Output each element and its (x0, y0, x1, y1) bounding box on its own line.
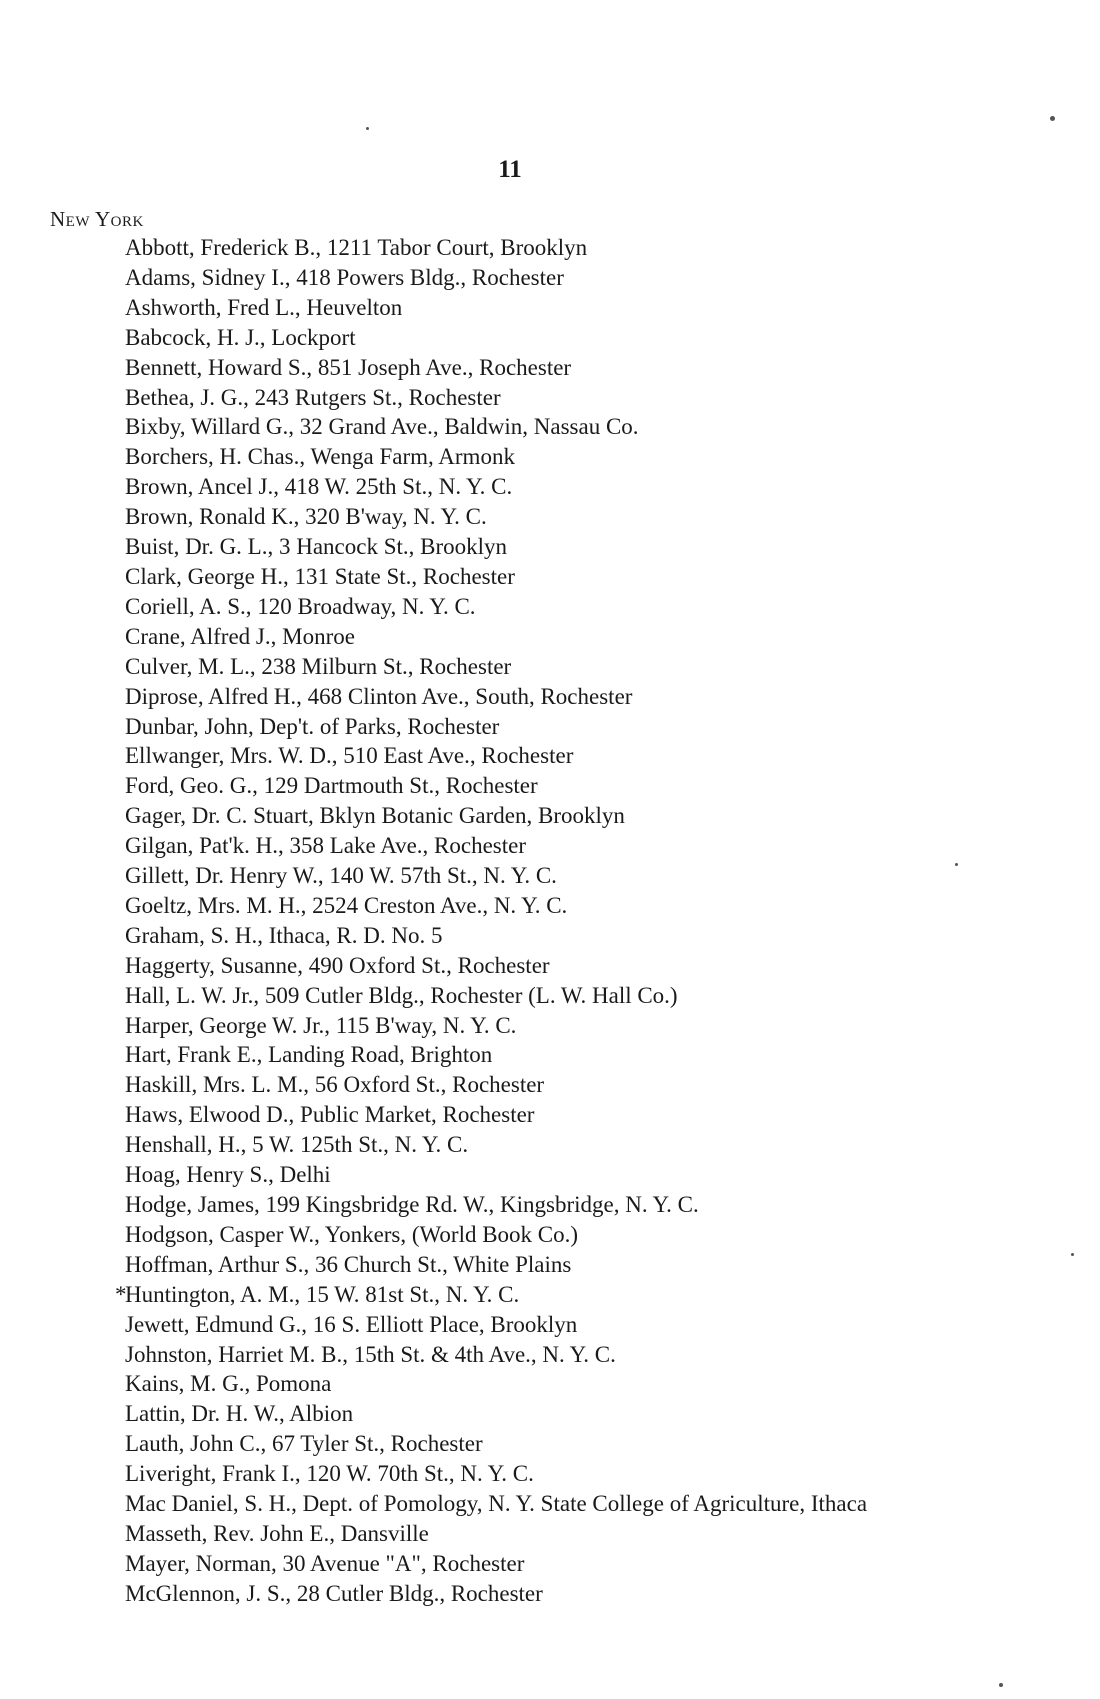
scan-speck (999, 1683, 1003, 1687)
directory-entry (125, 1519, 945, 1549)
directory-entry (125, 383, 945, 413)
entry-text: McGlennon, J. S., 28 Cutler Bldg., Rochester (125, 1580, 543, 1606)
directory-entry (125, 891, 945, 921)
directory-entry (125, 622, 945, 652)
directory-entry (125, 1489, 945, 1519)
entry-text: Borchers, H. Chas., Wenga Farm, Armonk (125, 444, 515, 470)
entry-text: Hodgson, Casper W., Yonkers, (World Book Co.) (125, 1221, 579, 1247)
directory-entry (125, 831, 945, 861)
entry-text: Haws, Elwood D., Public Market, Rochester (125, 1102, 535, 1128)
directory-entry (125, 353, 945, 383)
directory-entry (125, 1100, 945, 1130)
directory-entry (125, 652, 945, 682)
entry-text: Goeltz, Mrs. M. H., 2524 Creston Ave., N. Y. C. (125, 892, 568, 918)
entry-text: Jewett, Edmund G., 16 S. Elliott Place, Brooklyn (125, 1311, 578, 1337)
directory-entry (125, 502, 945, 532)
directory-entry (125, 1250, 945, 1280)
directory-entry (125, 1310, 945, 1340)
directory-entry (125, 1220, 945, 1250)
entry-text: Huntington, A. M., 15 W. 81st St., N. Y. C. (125, 1281, 520, 1307)
directory-entry (125, 1070, 945, 1100)
entry-text: Bixby, Willard G., 32 Grand Ave., Baldwin, Nassau Co. (125, 414, 639, 440)
entry-text: Johnston, Harriet M. B., 15th St. & 4th Ave., N. Y. C. (125, 1341, 616, 1367)
entry-text: Hart, Frank E., Landing Road, Brighton (125, 1042, 493, 1068)
entry-text: Brown, Ronald K., 320 B'way, N. Y. C. (125, 504, 487, 530)
directory-entry (125, 951, 945, 981)
directory-entry (125, 1040, 945, 1070)
entry-text: Coriell, A. S., 120 Broadway, N. Y. C. (125, 593, 476, 619)
entry-text: Brown, Ancel J., 418 W. 25th St., N. Y. C. (125, 474, 513, 500)
section-heading: New York (50, 207, 144, 231)
entry-text: Gager, Dr. C. Stuart, Bklyn Botanic Garden, Brooklyn (125, 803, 625, 829)
directory-entry (125, 801, 945, 831)
directory-entry (125, 442, 945, 472)
directory-entry (125, 1130, 945, 1160)
directory-entry (125, 532, 945, 562)
entry-text: Hall, L. W. Jr., 509 Cutler Bldg., Rochester (L. W. Hall Co.) (125, 982, 678, 1008)
entry-text: Abbott, Frederick B., 1211 Tabor Court, Brooklyn (125, 235, 588, 260)
scan-speck (1071, 1253, 1074, 1256)
entry-text: Henshall, H., 5 W. 125th St., N. Y. C. (125, 1132, 469, 1158)
entry-text: Culver, M. L., 238 Milburn St., Rochester (125, 653, 512, 679)
entry-text: Ashworth, Fred L., Heuvelton (125, 294, 403, 320)
entry-text: Adams, Sidney I., 418 Powers Bldg., Rochester (125, 264, 564, 290)
entry-text: Kains, M. G., Pomona (125, 1371, 332, 1397)
directory-entry (125, 1549, 945, 1579)
entry-marker: * (115, 1281, 127, 1307)
entry-text: Mayer, Norman, 30 Avenue "A", Rochester (125, 1550, 525, 1576)
directory-entry (125, 1459, 945, 1489)
entry-text: Babcock, H. J., Lockport (125, 324, 356, 350)
entry-text: Diprose, Alfred H., 468 Clinton Ave., South, Rochester (125, 683, 633, 709)
entry-text: Bennett, Howard S., 851 Joseph Ave., Rochester (125, 354, 572, 380)
directory-entry (125, 981, 945, 1011)
entry-text: Hoffman, Arthur S., 36 Church St., White Plains (125, 1251, 572, 1277)
directory-entry (125, 293, 945, 323)
entry-text: Gillett, Dr. Henry W., 140 W. 57th St., N. Y. C. (125, 863, 557, 889)
entry-text: Lattin, Dr. H. W., Albion (125, 1401, 354, 1427)
directory-entry (125, 771, 945, 801)
directory-entry (125, 1011, 945, 1041)
directory-entry (125, 233, 945, 263)
entry-text: Graham, S. H., Ithaca, R. D. No. 5 (125, 922, 443, 948)
entry-text: Gilgan, Pat'k. H., 358 Lake Ave., Rochester (125, 833, 527, 859)
entry-text: Haskill, Mrs. L. M., 56 Oxford St., Rochester (125, 1072, 545, 1098)
entry-text: Liveright, Frank I., 120 W. 70th St., N. Y. C. (125, 1461, 534, 1487)
entry-text: Masseth, Rev. John E., Dansville (125, 1520, 429, 1546)
directory-entry (125, 472, 945, 502)
entry-text: Buist, Dr. G. L., 3 Hancock St., Brooklyn (125, 534, 508, 560)
entry-text: Hodge, James, 199 Kingsbridge Rd. W., Kingsbridge, N. Y. C. (125, 1192, 699, 1217)
directory-entry (125, 1160, 945, 1190)
entry-text: Hoag, Henry S., Delhi (125, 1162, 331, 1188)
entry-text: Bethea, J. G., 243 Rutgers St., Rochester (125, 384, 501, 410)
directory-entry (125, 682, 945, 712)
directory-entry (125, 1340, 945, 1370)
directory-entry (125, 1369, 945, 1399)
page-number: 11 (498, 156, 522, 183)
entry-text: Harper, George W. Jr., 115 B'way, N. Y. C. (125, 1012, 517, 1038)
scan-speck (955, 863, 958, 866)
directory-entry (125, 1579, 945, 1609)
directory-entry (125, 323, 945, 353)
scan-speck (1050, 116, 1055, 121)
directory-entry (125, 712, 945, 742)
entry-text: Clark, George H., 131 State St., Rochester (125, 563, 515, 589)
directory-entry (125, 562, 945, 592)
directory-entry (125, 921, 945, 951)
directory-entry (125, 412, 945, 442)
directory-entry (125, 1190, 945, 1220)
directory-list (115, 233, 945, 1609)
directory-entry (125, 1429, 945, 1459)
directory-entry (125, 592, 945, 622)
directory-entry (115, 1280, 945, 1310)
directory-entry (125, 1399, 945, 1429)
scan-speck (366, 127, 369, 130)
entry-text: Dunbar, John, Dep't. of Parks, Rochester (125, 713, 500, 739)
entry-text: Ellwanger, Mrs. W. D., 510 East Ave., Rochester (125, 743, 574, 769)
directory-entry (125, 741, 945, 771)
entry-text: Lauth, John C., 67 Tyler St., Rochester (125, 1431, 483, 1457)
directory-entry (125, 861, 945, 891)
entry-text: Haggerty, Susanne, 490 Oxford St., Rochester (125, 952, 550, 978)
directory-entry (125, 263, 945, 293)
entry-text: Mac Daniel, S. H., Dept. of Pomology, N. Y. State College of Agriculture, Ithaca (125, 1491, 868, 1517)
entry-text: Crane, Alfred J., Monroe (125, 623, 355, 649)
entry-text: Ford, Geo. G., 129 Dartmouth St., Rochester (125, 773, 538, 799)
